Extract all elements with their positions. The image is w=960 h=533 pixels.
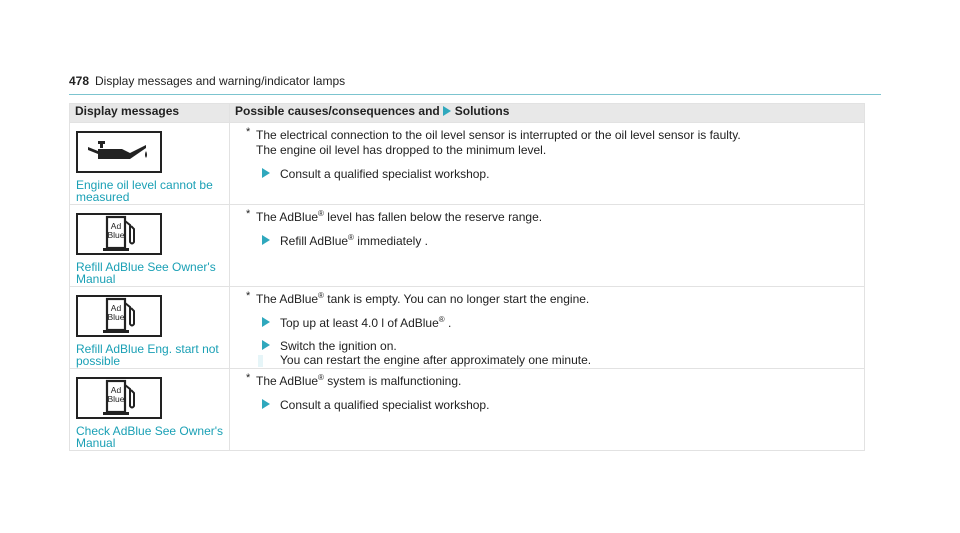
cause-text: The engine oil level has dropped to the minimum level. — [256, 143, 547, 157]
display-messages-table — [69, 103, 865, 451]
message-label: Refill AdBlue See Owner's Manual — [76, 260, 216, 286]
arrow-right-icon — [262, 317, 270, 327]
adblue-icon-text-ad: Ad — [110, 303, 122, 313]
adblue-icon-text-blue: Blue — [107, 394, 125, 404]
message-cell — [70, 287, 230, 369]
col-header-solutions-text: Solutions — [454, 104, 510, 118]
page-header — [69, 72, 881, 95]
cause-cell — [230, 287, 865, 369]
arrow-right-icon — [262, 399, 270, 409]
table-header-row — [70, 104, 865, 123]
page-title: Display messages and warning/indicator lamps — [95, 74, 346, 88]
col-header-causes-text: Possible causes/consequences and — [235, 104, 440, 118]
cause-cell — [230, 123, 865, 205]
message-cell — [70, 369, 230, 451]
col-header-messages: Display messages — [70, 104, 230, 123]
adblue-icon-text-ad: Ad — [110, 221, 122, 231]
table-row — [70, 369, 865, 451]
action-step: Consult a qualified specialist workshop. — [256, 167, 864, 181]
page-number: 478 — [69, 74, 90, 88]
cause-text: * The AdBlue® tank is empty. You can no longer start the engine. — [246, 290, 590, 306]
arrow-right-icon — [262, 340, 270, 350]
action-step: Refill AdBlue® immediately . — [256, 234, 864, 248]
arrow-right-icon — [262, 168, 270, 178]
adblue-pump-icon — [76, 377, 162, 419]
table-row — [70, 287, 865, 369]
message-cell — [70, 205, 230, 287]
col-header-causes — [230, 104, 865, 123]
cause-cell — [230, 205, 865, 287]
message-cell — [70, 123, 230, 205]
arrow-right-icon — [262, 235, 270, 245]
adblue-pump-icon — [76, 213, 162, 255]
cause-text: * The AdBlue® system is malfunctioning. — [246, 372, 462, 388]
action-indent-bar — [258, 355, 263, 367]
message-label: Refill AdBlue Eng. start not possible — [76, 342, 219, 368]
adblue-pump-icon — [76, 295, 162, 337]
message-label: Check AdBlue See Owner's Manual — [76, 424, 224, 450]
action-step: Top up at least 4.0 l of AdBlue® . — [256, 316, 864, 330]
table-row — [70, 123, 865, 205]
message-label: Engine oil level cannot be measured — [76, 178, 213, 204]
action-step: Switch the ignition on. You can restart the engine after approximately one minute. — [256, 339, 864, 367]
adblue-icon-text-ad: Ad — [110, 385, 122, 395]
action-step: Consult a qualified specialist workshop. — [256, 398, 864, 412]
oil-can-icon — [76, 131, 162, 173]
cause-text: * The electrical connection to the oil level sensor is interrupted or the oil level sensor is faulty. — [246, 126, 741, 142]
adblue-icon-text-blue: Blue — [107, 312, 125, 322]
table-row — [70, 205, 865, 287]
cause-text: * The AdBlue® level has fallen below the reserve range. — [246, 208, 543, 224]
arrow-right-icon — [443, 106, 451, 116]
cause-cell — [230, 369, 865, 451]
adblue-icon-text-blue: Blue — [107, 230, 125, 240]
